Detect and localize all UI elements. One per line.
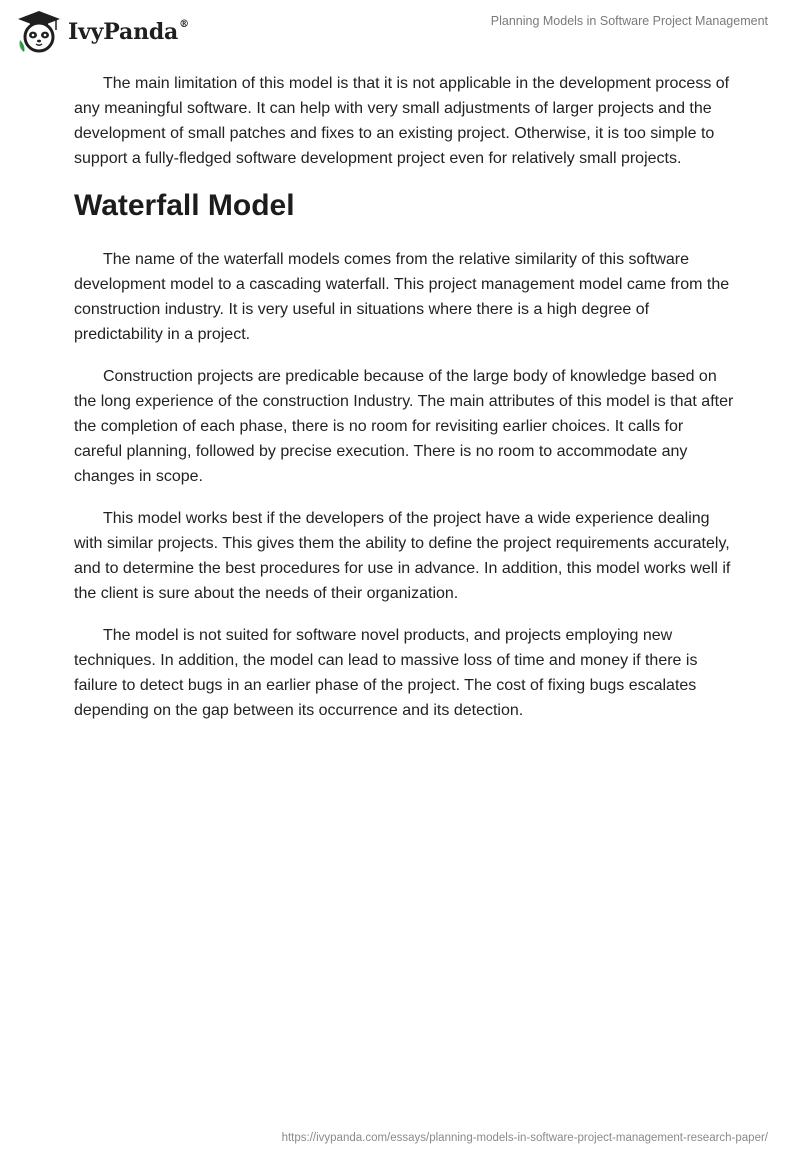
body-paragraph-2: Construction projects are predicable because of the large body of knowledge based on the long experience of the construction Industry. The main attributes of this model is that after the completion of each phase, there is no room for revisiting earlier choices. It calls for careful planning, followed by precise execution. There is no room to accommodate any changes in scope. (74, 368, 734, 485)
running-title: Planning Models in Software Project Management (490, 14, 768, 28)
page-header (0, 0, 800, 64)
body-paragraph-3: This model works best if the developers of the project have a wide experience dealing with similar projects. This gives them the ability to define the project requirements accurately, and to determine the best procedures for use in advance. In addition, this model works well if the client is sure about the needs of their organization. (74, 510, 731, 602)
source-url-link[interactable]: https://ivypanda.com/essays/planning-models-in-software-project-management-research-paper/ (281, 1132, 768, 1144)
intro-paragraph: The main limitation of this model is that it is not applicable in the development process of any meaningful software. It can help with very small adjustments of larger projects and the development of small patches and fixes to an existing project. Otherwise, it is too simple to support a fully-fledged software development project even for relatively small projects. (74, 75, 730, 167)
essay-content (74, 71, 734, 740)
panda-graduation-cap-icon (16, 10, 62, 54)
body-paragraph-4: The model is not suited for software novel products, and projects employing new techniques. In addition, the model can lead to massive loss of time and money if there is failure to detect bugs in an earlier phase of the project. The cost of fixing bugs escalates depending on the gap between its occurrence and its detection. (74, 627, 698, 719)
section-heading: Waterfall Model (74, 189, 295, 222)
registered-mark: ® (179, 18, 189, 30)
body-paragraph-1: The name of the waterfall models comes from the relative similarity of this software development model to a cascading waterfall. This project management model came from the construction industry. It is very useful in situations where there is a high degree of predictability in a project. (74, 251, 730, 343)
brand-name: IvyPanda® (68, 18, 189, 45)
ivypanda-logo-link[interactable] (16, 10, 189, 54)
